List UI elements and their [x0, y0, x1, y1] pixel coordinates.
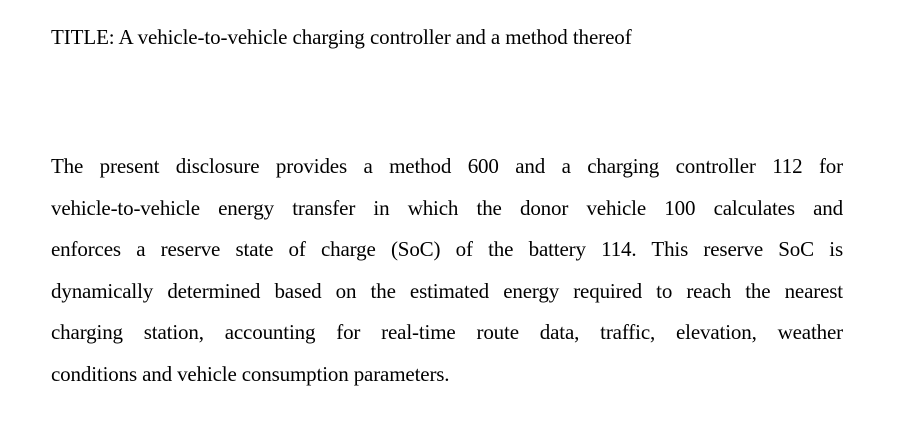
abstract-line: enforces a reserve state of charge (SoC) of the battery 114. This reserve SoC is [51, 237, 843, 261]
document-title: TITLE: A vehicle-to-vehicle charging controller and a method thereof [51, 25, 632, 49]
abstract-line: The present disclosure provides a method 600 and a charging controller 112 for [51, 154, 843, 178]
abstract-line: dynamically determined based on the estimated energy required to reach the nearest [51, 278, 843, 303]
abstract-line: conditions and vehicle consumption parameters. [51, 361, 450, 386]
abstract-line: charging station, accounting for real-time route data, traffic, elevation, weather [51, 320, 843, 344]
abstract-paragraph [51, 146, 843, 395]
abstract-line: vehicle-to-vehicle energy transfer in which the donor vehicle 100 calculates and [51, 195, 843, 220]
